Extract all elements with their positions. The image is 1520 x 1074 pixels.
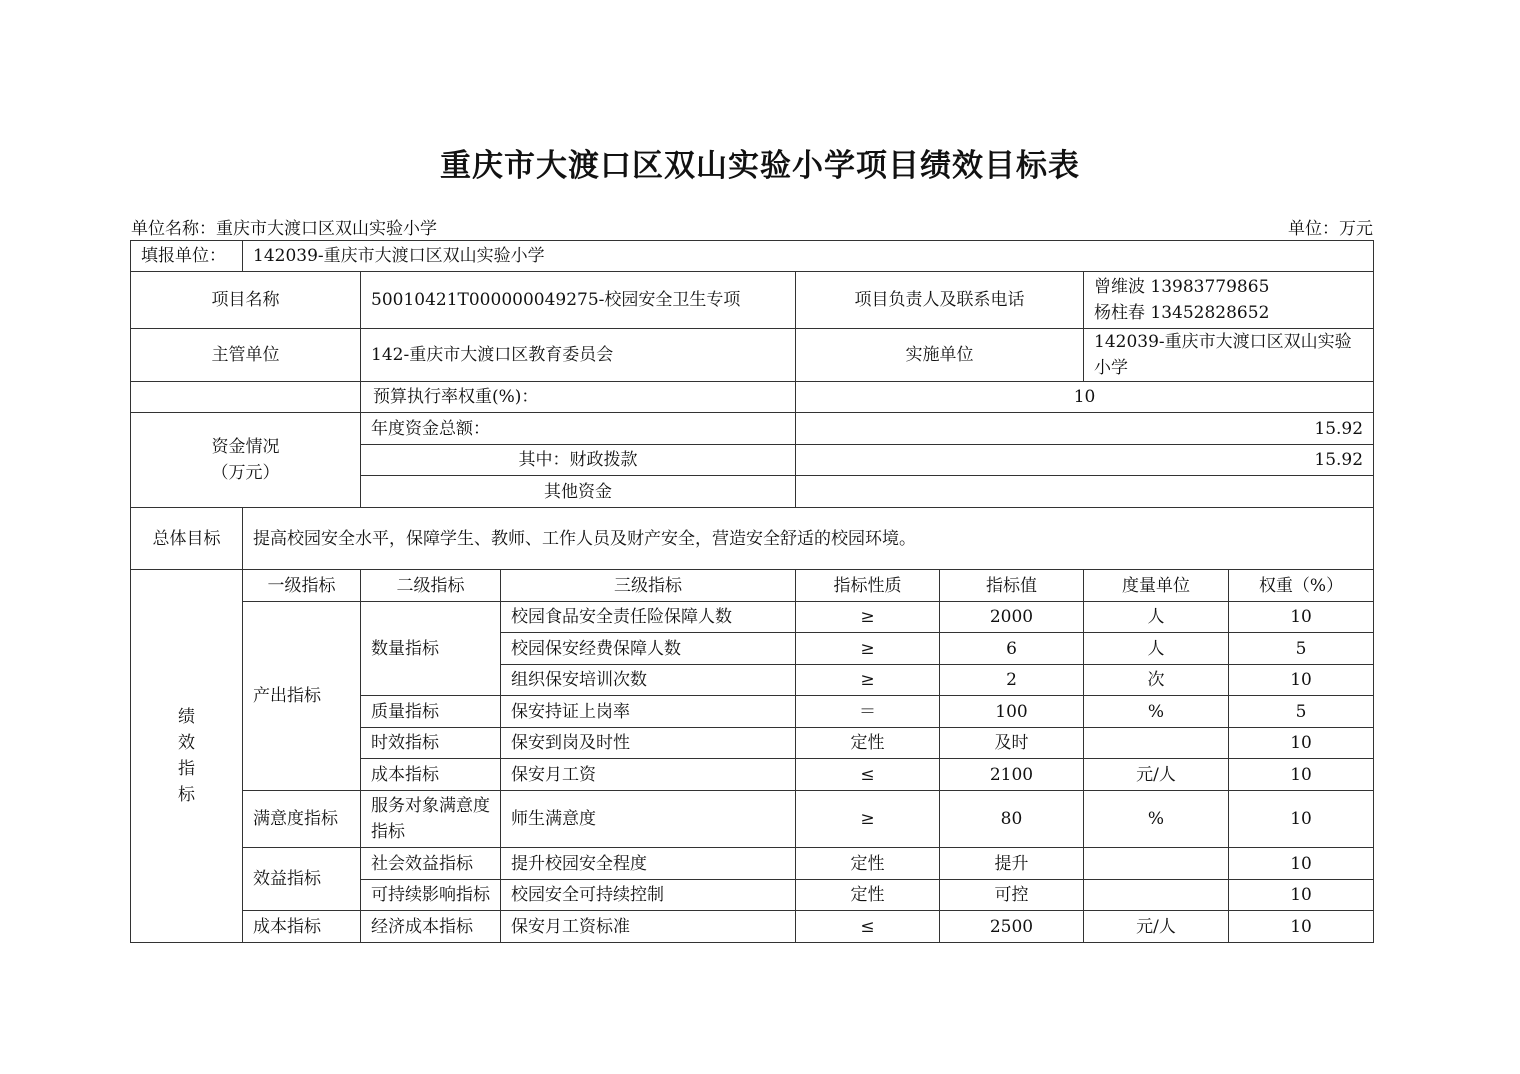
performance-table <box>130 240 1374 943</box>
indicator-name: 保安月工资 <box>501 759 796 791</box>
page-title: 重庆市大渡口区双山实验小学项目绩效目标表 <box>440 148 1080 184</box>
indicator-name: 保安到岗及时性 <box>501 728 796 759</box>
indicator-unit: % <box>1084 696 1229 728</box>
indicator-name: 校园食品安全责任险保障人数 <box>501 602 796 633</box>
table-row <box>131 848 1374 880</box>
project-name-value: 50010421T000000049275-校园安全卫生专项 <box>361 272 796 329</box>
indicator-unit <box>1084 848 1229 880</box>
funds-label <box>131 413 361 508</box>
header-level3: 三级指标 <box>501 570 796 602</box>
annual-total-label: 年度资金总额： <box>361 413 796 445</box>
level2-economic: 经济成本指标 <box>361 911 501 943</box>
indicator-unit: 人 <box>1084 633 1229 665</box>
level1-satisfaction: 满意度指标 <box>243 791 361 848</box>
indicator-weight: 10 <box>1229 759 1374 791</box>
indicator-weight: 10 <box>1229 880 1374 911</box>
other-funds-label: 其他资金 <box>361 476 796 508</box>
other-funds-value <box>796 476 1374 508</box>
indicator-nature: ＝ <box>796 696 940 728</box>
level2-service: 服务对象满意度指标 <box>361 791 501 848</box>
perf-char: 绩 <box>178 707 195 727</box>
unit-label: 单位：万元 <box>1288 219 1373 239</box>
indicator-name: 保安月工资标准 <box>501 911 796 943</box>
indicator-weight: 5 <box>1229 633 1374 665</box>
indicator-nature: 定性 <box>796 880 940 911</box>
indicator-nature: ≤ <box>796 759 940 791</box>
header-value: 指标值 <box>940 570 1084 602</box>
perf-indicator-label <box>131 570 243 943</box>
indicator-unit: 元/人 <box>1084 911 1229 943</box>
indicator-weight: 10 <box>1229 602 1374 633</box>
indicator-value: 2000 <box>940 602 1084 633</box>
indicator-value: 2500 <box>940 911 1084 943</box>
level1-output: 产出指标 <box>243 602 361 791</box>
supervisor-value: 142-重庆市大渡口区教育委员会 <box>361 329 796 382</box>
funds-label-line-2: （万元） <box>211 463 280 483</box>
table-row <box>131 911 1374 943</box>
implement-label: 实施单位 <box>796 329 1084 382</box>
fiscal-value: 15.92 <box>796 445 1374 476</box>
indicator-name: 组织保安培训次数 <box>501 665 796 696</box>
level2-timeliness: 时效指标 <box>361 728 501 759</box>
budget-weight-row <box>131 382 1374 413</box>
header-unit: 度量单位 <box>1084 570 1229 602</box>
header-weight: 权重（%） <box>1229 570 1374 602</box>
indicator-nature: ≥ <box>796 602 940 633</box>
fill-unit-label: 填报单位： <box>131 241 243 272</box>
indicator-value: 80 <box>940 791 1084 848</box>
indicator-nature: 定性 <box>796 728 940 759</box>
indicator-unit: 元/人 <box>1084 759 1229 791</box>
indicator-unit <box>1084 728 1229 759</box>
unit-name-label: 单位名称：重庆市大渡口区双山实验小学 <box>131 219 437 239</box>
overall-goal-value: 提高校园安全水平，保障学生、教师、工作人员及财产安全，营造安全舒适的校园环境。 <box>243 508 1374 570</box>
level2-sustain: 可持续影响指标 <box>361 880 501 911</box>
budget-weight-blank <box>131 382 361 413</box>
indicator-nature: 定性 <box>796 848 940 880</box>
level2-quality: 质量指标 <box>361 696 501 728</box>
header-level1: 一级指标 <box>243 570 361 602</box>
fill-unit-row <box>131 241 1374 272</box>
indicator-unit: 人 <box>1084 602 1229 633</box>
indicator-name: 校园安全可持续控制 <box>501 880 796 911</box>
project-name-row <box>131 272 1374 329</box>
contact-line-2: 杨柱春 13452828652 <box>1094 303 1270 323</box>
indicator-weight: 5 <box>1229 696 1374 728</box>
level1-cost: 成本指标 <box>243 911 361 943</box>
funds-label-line-1: 资金情况 <box>211 437 280 457</box>
indicator-weight: 10 <box>1229 911 1374 943</box>
indicator-value: 6 <box>940 633 1084 665</box>
overall-goal-row <box>131 508 1374 570</box>
indicator-unit <box>1084 880 1229 911</box>
annual-total-row <box>131 413 1374 445</box>
indicator-name: 提升校园安全程度 <box>501 848 796 880</box>
indicator-header-row <box>131 570 1374 602</box>
table-row <box>131 791 1374 848</box>
indicator-name: 保安持证上岗率 <box>501 696 796 728</box>
indicator-value: 可控 <box>940 880 1084 911</box>
annual-total-value: 15.92 <box>796 413 1374 445</box>
indicator-name: 校园保安经费保障人数 <box>501 633 796 665</box>
level2-cost: 成本指标 <box>361 759 501 791</box>
budget-weight-label: 预算执行率权重(%)： <box>361 382 796 413</box>
contact-line-1: 曾维波 13983779865 <box>1094 277 1270 297</box>
indicator-nature: ≥ <box>796 633 940 665</box>
indicator-nature: ≥ <box>796 791 940 848</box>
indicator-value: 2 <box>940 665 1084 696</box>
fiscal-label: 其中：财政拨款 <box>361 445 796 476</box>
project-name-label: 项目名称 <box>131 272 361 329</box>
level2-quantity: 数量指标 <box>361 602 501 696</box>
budget-weight-value: 10 <box>796 382 1374 413</box>
indicator-value: 100 <box>940 696 1084 728</box>
indicator-weight: 10 <box>1229 791 1374 848</box>
indicator-value: 提升 <box>940 848 1084 880</box>
indicator-name: 师生满意度 <box>501 791 796 848</box>
indicator-nature: ≤ <box>796 911 940 943</box>
indicator-weight: 10 <box>1229 848 1374 880</box>
supervisor-row <box>131 329 1374 382</box>
indicator-unit: 次 <box>1084 665 1229 696</box>
indicator-unit: % <box>1084 791 1229 848</box>
overall-goal-label: 总体目标 <box>131 508 243 570</box>
contact-label: 项目负责人及联系电话 <box>796 272 1084 329</box>
supervisor-label: 主管单位 <box>131 329 361 382</box>
indicator-weight: 10 <box>1229 728 1374 759</box>
indicator-weight: 10 <box>1229 665 1374 696</box>
fill-unit-value: 142039-重庆市大渡口区双山实验小学 <box>243 241 1374 272</box>
header-level2: 二级指标 <box>361 570 501 602</box>
indicator-value: 2100 <box>940 759 1084 791</box>
perf-char: 指 <box>178 759 195 779</box>
indicator-nature: ≥ <box>796 665 940 696</box>
level1-benefit: 效益指标 <box>243 848 361 911</box>
table-row <box>131 602 1374 633</box>
perf-char: 效 <box>178 733 195 753</box>
perf-char: 标 <box>178 785 195 805</box>
header-nature: 指标性质 <box>796 570 940 602</box>
contact-value <box>1084 272 1374 329</box>
indicator-value: 及时 <box>940 728 1084 759</box>
level2-social: 社会效益指标 <box>361 848 501 880</box>
implement-value: 142039-重庆市大渡口区双山实验小学 <box>1084 329 1374 382</box>
